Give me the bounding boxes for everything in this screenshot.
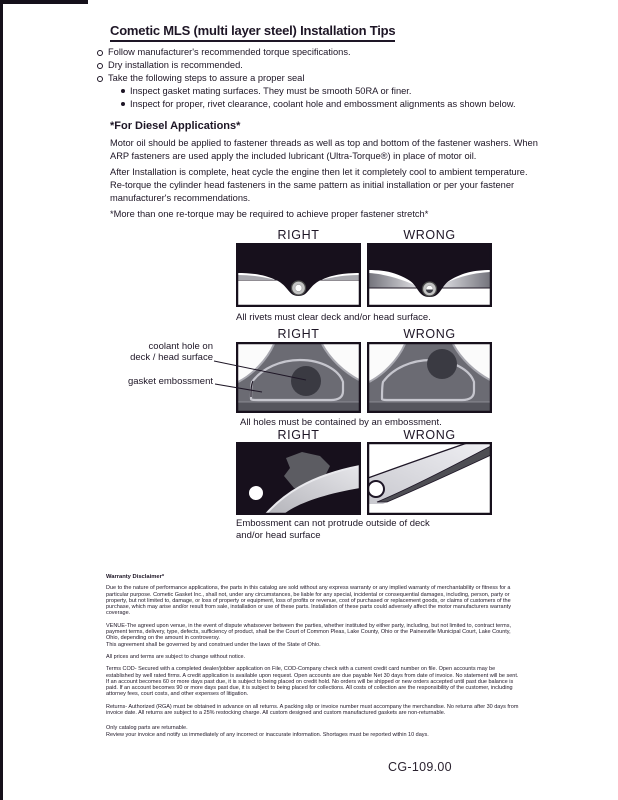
diesel-paragraph-1: Motor oil should be applied to fastener threads as well as top and bottom of the fastener washers. When ARP fasteners are used apply the included lubricant (Ultra-Torque®) in place of motor oil. (110, 138, 538, 161)
tip-text: Dry installation is recommended. (108, 60, 243, 70)
leader-lines (185, 340, 370, 420)
prices-paragraph: All prices and terms are subject to change without notice. (106, 653, 246, 660)
filled-bullet-icon (121, 102, 125, 106)
diesel-paragraph-2: After Installation is complete, heat cycle the engine then let it completely cool to ambient temperature. Re-torque the cylinder head fasteners in the same pattern as initial installation or per your fastener manufacturer's recommendations. (110, 167, 528, 203)
embossment-caption-line1: Embossment can not protrude outside of deck (236, 518, 430, 529)
review-invoice-note: Review your invoice and notify us immediately of any incorrect or inaccurate information. Shortages must be reported within 10 days. (106, 731, 429, 738)
coolant-hole-label-line2: deck / head surface (130, 351, 213, 363)
open-bullet-icon (97, 63, 103, 69)
scan-edge-top (0, 0, 88, 4)
tip-text: Inspect for proper, rivet clearance, coolant hole and embossment alignments as shown below. (130, 99, 516, 109)
open-bullet-icon (97, 50, 103, 56)
right-label: RIGHT (277, 428, 320, 442)
wrong-label: WRONG (403, 428, 456, 442)
embossment-wrong-diagram (367, 442, 492, 515)
tip-text: Follow manufacturer's recommended torque specifications. (108, 47, 351, 57)
warranty-disclaimer (106, 574, 520, 744)
page-title (110, 22, 395, 42)
gasket-embossment-label: gasket embossment (127, 376, 213, 387)
tip-text: Take the following steps to assure a proper seal (108, 73, 305, 83)
list-item (97, 85, 557, 98)
open-bullet-icon (97, 76, 103, 82)
list-item (97, 72, 557, 85)
embossment-caption-line2: and/or head surface (236, 530, 321, 541)
retorque-note: *More than one re-torque may be required to achieve proper fastener stretch* (110, 209, 429, 219)
embossment-caption (236, 518, 536, 542)
coolant-hole-label-line1: coolant hole on (148, 341, 213, 352)
warranty-paragraph: Due to the nature of performance applications, the parts in this catalog are sold without any express warranty or any implied warranty of merchantability or fitness for a particular purpose. Cometic Gasket Inc., shall not, under any circumstances, be liable for any special, incidental or consequential damages, including, person, party or property, but not limited to, damage, or loss of property or equipment, loss of profits or revenue, cost of purchased or replacement goods, or claims of customers of the purchase, which may arise and/or result from sale, installation or use of these parts. Installation of these parts could adversely affect the motor manufacturers warranty coverage. (106, 585, 511, 617)
tip-text: Inspect gasket mating surfaces. They must be smooth 50RA or finer. (130, 86, 412, 96)
hole-wrong-diagram (367, 342, 492, 413)
scan-edge-left (0, 0, 3, 800)
list-item (97, 59, 557, 72)
filled-bullet-icon (121, 89, 125, 93)
venue-governing-law: This agreement shall be governed by and construed under the laws of the State of Ohio. (106, 641, 321, 648)
hole-caption: All holes must be contained by an embossment. (240, 417, 442, 428)
wrong-label: WRONG (403, 228, 456, 242)
right-label: RIGHT (277, 228, 320, 242)
diesel-heading: *For Diesel Applications* (110, 120, 241, 132)
list-item (97, 46, 557, 59)
returns-paragraph: Returns- Authorized (RGA) must be obtained in advance on all returns. A packing slip or invoice number must accompany the merchandise. No returns after 30 days from invoice date. All returns are subject to a 25% restocking charge. All custom designed and custom manufactured gaskets are non-returnable. (106, 703, 519, 717)
returnable-note: Only catalog parts are returnable. (106, 725, 188, 732)
wrong-label: WRONG (403, 327, 456, 341)
warranty-heading: Warranty Disclaimer* (106, 574, 165, 580)
rivet-right-diagram (236, 243, 361, 307)
page-title-text: Cometic MLS (multi layer steel) Installation Tips (110, 23, 395, 42)
rivet-caption: All rivets must clear deck and/or head surface. (236, 312, 431, 323)
tips-list (97, 46, 557, 111)
terms-paragraph: Terms COD- Secured with a completed dealer/jobber application on File, COD-Company check with a current credit card number on file. Open accounts may be established by well rated firms. A credit application is available upon request. Open accounts are due payable Net 30 days from date of invoice. No statement will be sent. If an account becomes 60 or more days past due, it is subject to being placed on credit hold. No orders will be shipped or new orders accepted until past due balance is paid. If an account becomes 90 or more days past due, it is subject to being placed for collections. All costs of collection are the responsibility of the customer, including attorney fees, court costs, and other expenses of litigation. (106, 666, 519, 698)
list-item (97, 98, 557, 111)
embossment-right-diagram (236, 442, 361, 515)
venue-paragraph: VENUE-The agreed upon venue, in the event of dispute whatsoever between the parties, whether instituted by either party, including, but not limited to, contract terms, payment terms, delivery, type, defects, sufficiency of product, shall be the Court of Common Pleas, Lake County, Ohio or the Painesville Municipal Court, Lake County, Ohio, depending on the amount in controversy. (106, 622, 511, 642)
page-code: CG-109.00 (388, 760, 452, 774)
rivet-wrong-diagram (367, 243, 492, 307)
right-label: RIGHT (277, 327, 320, 341)
